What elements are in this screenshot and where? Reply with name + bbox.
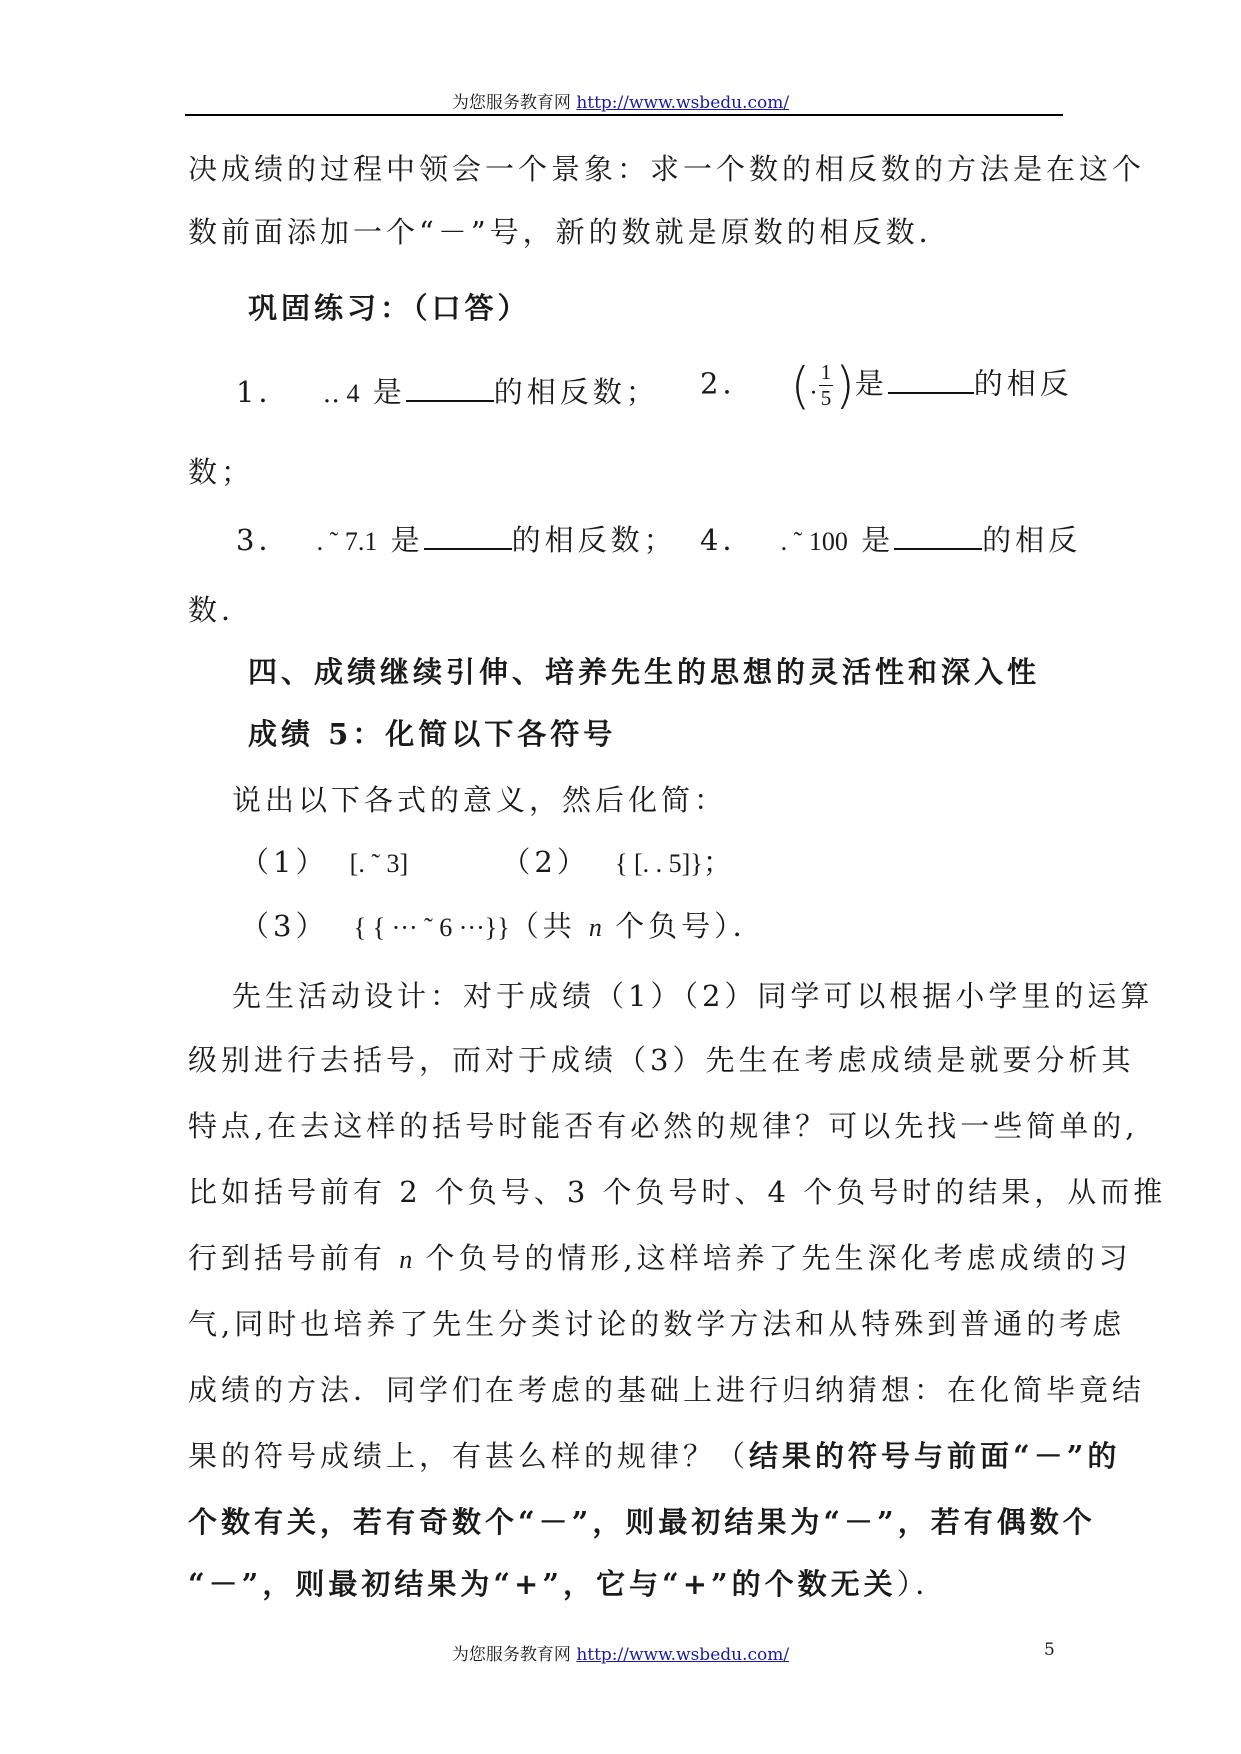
instruction-line: 说出以下各式的意义，然后化简： <box>232 783 728 817</box>
q2-fraction <box>819 360 834 411</box>
q1-expression: ‥ 4 <box>322 379 360 408</box>
p5-b: 个负号的情形,这样培养了先生深化考虑成绩的习 <box>412 1241 1132 1275</box>
para-line-5 <box>188 1241 1132 1275</box>
expression-3 <box>240 909 766 943</box>
q2-fraction-den: 5 <box>820 386 832 411</box>
q2-fraction-num: 1 <box>819 360 834 386</box>
q1-text: 是 <box>372 375 406 409</box>
para-line-8 <box>188 1439 1121 1473</box>
e3-note-n: n <box>588 913 602 942</box>
q4-expression: . ˜ 100 <box>780 527 848 556</box>
q4-continuation: 数． <box>188 593 255 627</box>
e2-expression: { [. . 5]} <box>615 849 703 878</box>
q2-left-paren: ( <box>790 356 811 415</box>
para-line-9: 个数有关，若有奇数个“－”，则最初结果为“－”，若有偶数个 <box>188 1505 1096 1539</box>
q1-blank[interactable] <box>406 374 494 402</box>
q2-text: 是 <box>854 366 888 401</box>
q2-blank[interactable] <box>888 366 974 394</box>
p10-a: “－”，则最初结果为“+”，它与“+”的个数无关 <box>188 1567 897 1601</box>
q2-continuation: 数； <box>188 455 255 489</box>
para-line-1: 先生活动设计：对于成绩（1）（2）同学可以根据小学里的运算 <box>232 979 1154 1013</box>
e1-label: （1） <box>240 845 329 879</box>
q2-dot: . <box>810 370 817 400</box>
q4-number: 4． <box>700 523 756 557</box>
question-2 <box>700 356 1073 415</box>
page-number: 5 <box>1044 1640 1055 1660</box>
p8-b: 结果的符号与前面“－”的 <box>749 1439 1121 1473</box>
problem-5-heading: 成绩 5：化简以下各符号 <box>248 717 617 751</box>
header-site: 为您服务教育网 <box>451 93 571 113</box>
e2-label: （2） <box>501 845 590 879</box>
header-link[interactable]: http://www.wsbedu.com/ <box>576 93 790 113</box>
text-line-2: 数前面添加一个“－”号，新的数就是原数的相反数． <box>188 215 952 249</box>
para-line-10 <box>188 1567 949 1601</box>
para-line-2: 级别进行去括号，而对于成绩（3）先生在考虑成绩是就要分析其 <box>188 1043 1135 1077</box>
page-footer <box>0 1640 1241 1665</box>
q3-blank[interactable] <box>424 522 512 550</box>
e3-note-a: （共 <box>509 909 589 943</box>
practice-title: 巩固练习：（口答） <box>248 291 531 325</box>
para-line-4: 比如括号前有 2 个负号、3 个负号时、4 个负号时的结果，从而推 <box>188 1175 1167 1209</box>
section-4-heading: 四、成绩继续引伸、培养先生的思想的灵活性和深入性 <box>248 655 1041 689</box>
question-1 <box>236 374 659 407</box>
footer-link[interactable]: http://www.wsbedu.com/ <box>576 1645 790 1665</box>
q1-text-2: 的相反数； <box>493 375 659 409</box>
q3-text-2: 的相反数； <box>511 523 677 557</box>
q3-expression: . ˜ 7.1 <box>316 527 378 556</box>
q2-text-2: 的相反 <box>973 366 1073 401</box>
q2-right-paren: ) <box>835 356 855 415</box>
p8-a: 果的符号成绩上，有甚么样的规律？（ <box>188 1439 750 1473</box>
para-line-6: 气,同时也培养了先生分类讨论的数学方法和从特殊到普通的考虑 <box>188 1307 1126 1341</box>
q4-text: 是 <box>861 523 895 557</box>
page-header <box>0 88 1241 113</box>
q3-number: 3． <box>236 523 292 557</box>
e1-expression: [. ˜ 3] <box>349 849 409 878</box>
e2-end: ； <box>702 845 736 879</box>
q3-text: 是 <box>390 523 424 557</box>
text-line-1: 决成绩的过程中领会一个景象：求一个数的相反数的方法是在这个 <box>188 152 1146 186</box>
e3-expression: { { ··· ˜ 6 ···}} <box>353 913 510 942</box>
header-rule <box>185 114 1063 116</box>
q1-number: 1． <box>236 375 292 409</box>
question-3 <box>236 522 677 555</box>
para-line-7: 成绩的方法．同学们在考虑的基础上进行归纳猜想：在化简毕竟结 <box>188 1373 1146 1407</box>
q4-text-2: 的相反 <box>982 523 1082 557</box>
expression-1-2 <box>240 845 736 879</box>
p10-b: ）． <box>896 1567 949 1601</box>
q2-number: 2． <box>700 366 756 401</box>
p5-n: n <box>399 1245 413 1274</box>
p5-a: 行到括号前有 <box>188 1241 400 1275</box>
q4-blank[interactable] <box>894 522 982 550</box>
para-line-3: 特点,在去这样的括号时能否有必然的规律？可以先找一些简单的, <box>188 1109 1139 1143</box>
e3-label: （3） <box>240 909 329 943</box>
question-4 <box>700 522 1081 555</box>
footer-site: 为您服务教育网 <box>451 1645 571 1665</box>
e3-note-b: 个负号）． <box>601 909 766 943</box>
